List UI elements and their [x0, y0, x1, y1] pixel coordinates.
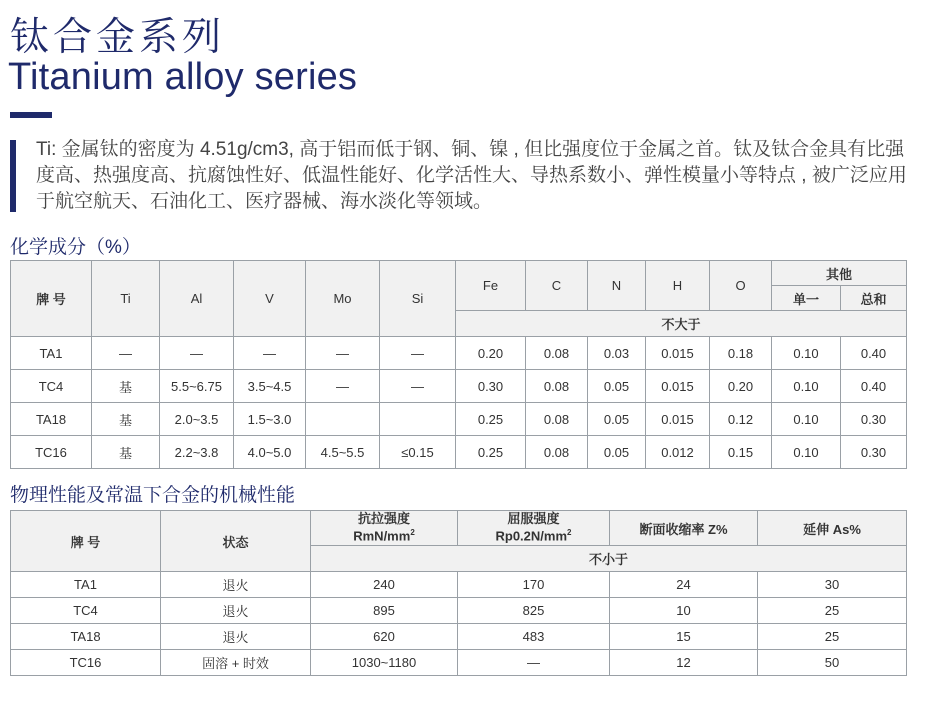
- cell-single: 0.10: [772, 337, 841, 370]
- cell-total: 0.40: [841, 370, 907, 403]
- cell-c: 0.08: [526, 337, 588, 370]
- cell-al: —: [160, 337, 234, 370]
- table-row: [11, 650, 907, 676]
- col-header-al: Al: [160, 261, 234, 337]
- cell-al: 2.0~3.5: [160, 403, 234, 436]
- cell-al: 5.5~6.75: [160, 370, 234, 403]
- cell-reduction: 10: [610, 598, 758, 624]
- cell-yield: 170: [458, 572, 610, 598]
- cell-fe: 0.25: [456, 403, 526, 436]
- cell-si: —: [380, 337, 456, 370]
- col-header-ti: Ti: [92, 261, 160, 337]
- cell-reduction: 24: [610, 572, 758, 598]
- mech-header-yield-unit: $Rp0.2N/mm^2$: [495, 528, 572, 544]
- cell-grade: TC4: [11, 370, 92, 403]
- cell-h: 0.012: [646, 436, 710, 469]
- table-row: [11, 436, 907, 469]
- table-row: [11, 337, 907, 370]
- cell-mo: 4.5~5.5: [306, 436, 380, 469]
- cell-tensile: 1030~1180: [311, 650, 458, 676]
- cell-v: 3.5~4.5: [234, 370, 306, 403]
- mech-header-tensile-unit: RmN/$mm^2$: [353, 528, 415, 544]
- cell-c: 0.08: [526, 403, 588, 436]
- cell-h: 0.015: [646, 337, 710, 370]
- table-row: [11, 370, 907, 403]
- cell-al: 2.2~3.8: [160, 436, 234, 469]
- cell-single: 0.10: [772, 436, 841, 469]
- col-header-si: Si: [380, 261, 456, 337]
- cell-v: 1.5~3.0: [234, 403, 306, 436]
- cell-fe: 0.30: [456, 370, 526, 403]
- cell-grade: TC16: [11, 650, 161, 676]
- mech-header-yield-cn: 屈服强度: [507, 511, 560, 527]
- cell-o: 0.15: [710, 436, 772, 469]
- col-header-max-note: 不大于: [456, 311, 907, 337]
- cell-o: 0.20: [710, 370, 772, 403]
- cell-o: 0.12: [710, 403, 772, 436]
- cell-grade: TA18: [11, 403, 92, 436]
- cell-ti: 基: [92, 403, 160, 436]
- cell-reduction: 15: [610, 624, 758, 650]
- col-header-other: 其他: [772, 261, 907, 286]
- cell-h: 0.015: [646, 403, 710, 436]
- cell-tensile: 620: [311, 624, 458, 650]
- cell-reduction: 12: [610, 650, 758, 676]
- cell-single: 0.10: [772, 403, 841, 436]
- cell-o: 0.18: [710, 337, 772, 370]
- cell-total: 0.30: [841, 403, 907, 436]
- cell-state: 退火: [161, 572, 311, 598]
- mechanical-table: [10, 510, 907, 676]
- cell-grade: TA1: [11, 337, 92, 370]
- table-row: [11, 598, 907, 624]
- col-header-v: V: [234, 261, 306, 337]
- cell-state: 退火: [161, 624, 311, 650]
- col-header-total: 总和: [841, 286, 907, 311]
- cell-c: 0.08: [526, 436, 588, 469]
- cell-c: 0.08: [526, 370, 588, 403]
- mech-header-min-note: 不小于: [311, 546, 907, 572]
- col-header-o: O: [710, 261, 772, 311]
- col-header-mo: Mo: [306, 261, 380, 337]
- cell-total: 0.40: [841, 337, 907, 370]
- cell-si: ≤0.15: [380, 436, 456, 469]
- cell-n: 0.05: [588, 370, 646, 403]
- cell-tensile: 895: [311, 598, 458, 624]
- mech-header-elongation: 延伸 As%: [758, 511, 907, 546]
- mech-header-grade: 牌 号: [11, 511, 161, 572]
- cell-n: 0.05: [588, 436, 646, 469]
- description-text: Ti: 金属钛的密度为 4.51g/cm3, 高于铝而低于钢、铜、镍 , 但比强度位于金属之首。钛及钛合金具有比强度高、热强度高、抗腐蚀性好、低温性能好、化学活性大、导热系数小、弹性模量小等特点 , 被广泛应用于航空航天、石油化工、医疗器械、海水淡化等领域。: [36, 139, 907, 212]
- cell-elongation: 50: [758, 650, 907, 676]
- cell-ti: 基: [92, 436, 160, 469]
- cell-grade: TC4: [11, 598, 161, 624]
- cell-mo: —: [306, 370, 380, 403]
- cell-mo: [306, 403, 380, 436]
- page-title-en: Titanium alloy series: [8, 56, 358, 98]
- mech-header-tensile: [311, 511, 458, 546]
- cell-fe: 0.20: [456, 337, 526, 370]
- cell-state: 退火: [161, 598, 311, 624]
- cell-yield: —: [458, 650, 610, 676]
- cell-fe: 0.25: [456, 436, 526, 469]
- col-header-c: C: [526, 261, 588, 311]
- title-underline: [10, 112, 52, 118]
- cell-grade: TA1: [11, 572, 161, 598]
- table-row: [11, 403, 907, 436]
- cell-ti: 基: [92, 370, 160, 403]
- cell-grade: TA18: [11, 624, 161, 650]
- composition-table: [10, 260, 907, 469]
- table-row: [11, 572, 907, 598]
- cell-yield: 825: [458, 598, 610, 624]
- page-title-cn: 钛合金系列: [10, 16, 226, 59]
- cell-state: 固溶 + 时效: [161, 650, 311, 676]
- col-header-n: N: [588, 261, 646, 311]
- mech-header-tensile-cn: 抗拉强度: [357, 511, 410, 527]
- col-header-h: H: [646, 261, 710, 311]
- cell-tensile: 240: [311, 572, 458, 598]
- col-header-grade: 牌 号: [11, 261, 92, 337]
- mechanical-section-title: 物理性能及常温下合金的机械性能: [10, 485, 296, 506]
- cell-total: 0.30: [841, 436, 907, 469]
- cell-n: 0.03: [588, 337, 646, 370]
- cell-elongation: 25: [758, 624, 907, 650]
- cell-si: [380, 403, 456, 436]
- description-accent-bar: [10, 140, 16, 212]
- mech-header-state: 状态: [161, 511, 311, 572]
- cell-v: —: [234, 337, 306, 370]
- cell-ti: —: [92, 337, 160, 370]
- cell-single: 0.10: [772, 370, 841, 403]
- cell-elongation: 25: [758, 598, 907, 624]
- cell-v: 4.0~5.0: [234, 436, 306, 469]
- col-header-single: 单一: [772, 286, 841, 311]
- cell-elongation: 30: [758, 572, 907, 598]
- cell-h: 0.015: [646, 370, 710, 403]
- cell-si: —: [380, 370, 456, 403]
- composition-section-title: 化学成分（%）: [10, 237, 141, 258]
- mech-header-yield: [458, 511, 610, 546]
- cell-grade: TC16: [11, 436, 92, 469]
- cell-yield: 483: [458, 624, 610, 650]
- cell-mo: —: [306, 337, 380, 370]
- mech-header-reduction: 断面收缩率 Z%: [610, 511, 758, 546]
- table-row: [11, 624, 907, 650]
- cell-n: 0.05: [588, 403, 646, 436]
- col-header-fe: Fe: [456, 261, 526, 311]
